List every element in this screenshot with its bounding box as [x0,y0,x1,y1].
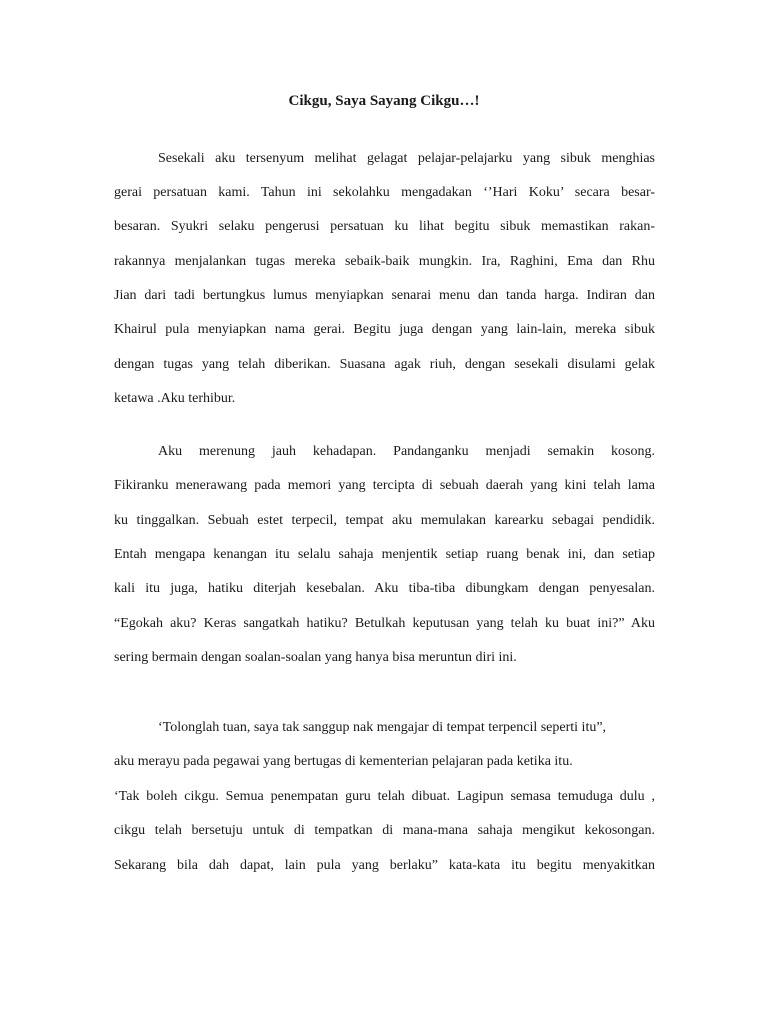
paragraph-2-line-7: sering bermain dengan soalan-soalan yang hanya bisa meruntun diri ini. [114,650,517,665]
paragraph-2-line-2: Fikiranku menerawang pada memori yang tercipta di sebuah daerah yang kini telah lama [114,478,655,493]
paragraph-3-line-5: Sekarang bila dah dapat, lain pula yang berlaku” kata-kata itu begitu menyakitkan [114,858,655,873]
document-title: Cikgu, Saya Sayang Cikgu…! [288,93,480,109]
paragraph-1-line-7: dengan tugas yang telah diberikan. Suasana agak riuh, dengan sesekali disulami gelak [114,357,655,372]
paragraph-2-line-6: “Egokah aku? Keras sangatkah hatiku? Betulkah keputusan yang telah ku buat ini?” Aku [114,616,655,631]
paragraph-1-line-6: Khairul pula menyiapkan nama gerai. Begitu juga dengan yang lain-lain, mereka sibuk [114,322,655,337]
paragraph-1-line-3: besaran. Syukri selaku pengerusi persatuan ku lihat begitu sibuk memastikan rakan- [114,219,655,234]
paragraph-1-line-4: rakannya menjalankan tugas mereka sebaik-baik mungkin. Ira, Raghini, Ema dan Rhu [114,254,655,269]
paragraph-2-line-5: kali itu juga, hatiku diterjah kesebalan. Aku tiba-tiba dibungkam dengan penyesalan. [114,581,655,596]
paragraph-3-line-4: cikgu telah bersetuju untuk di tempatkan di mana-mana sahaja mengikut kekosongan. [114,823,655,838]
paragraph-2-line-4: Entah mengapa kenangan itu selalu sahaja menjentik setiap ruang benak ini, dan setiap [114,547,655,562]
paragraph-1-line-8: ketawa .Aku terhibur. [114,391,236,406]
paragraph-1-line-1: Sesekali aku tersenyum melihat gelagat pelajar-pelajarku yang sibuk menghias [158,151,655,166]
paragraph-3-line-1: ‘Tolonglah tuan, saya tak sanggup nak mengajar di tempat terpencil seperti itu”, [158,720,607,735]
paragraph-3-line-2: aku merayu pada pegawai yang bertugas di kementerian pelajaran pada ketika itu. [114,754,573,769]
paragraph-3-line-3: ‘Tak boleh cikgu. Semua penempatan guru telah dibuat. Lagipun semasa temuduga dulu , [114,789,655,804]
paragraph-2-line-3: ku tinggalkan. Sebuah estet terpecil, tempat aku memulakan karearku sebagai pendidik. [114,513,655,528]
paragraph-2-line-1: Aku merenung jauh kehadapan. Pandanganku menjadi semakin kosong. [158,444,655,459]
paragraph-1-line-5: Jian dari tadi bertungkus lumus menyiapkan senarai menu dan tanda harga. Indiran dan [114,288,655,303]
paragraph-1-line-2: gerai persatuan kami. Tahun ini sekolahku mengadakan ‘’Hari Koku’ secara besar- [114,185,655,200]
